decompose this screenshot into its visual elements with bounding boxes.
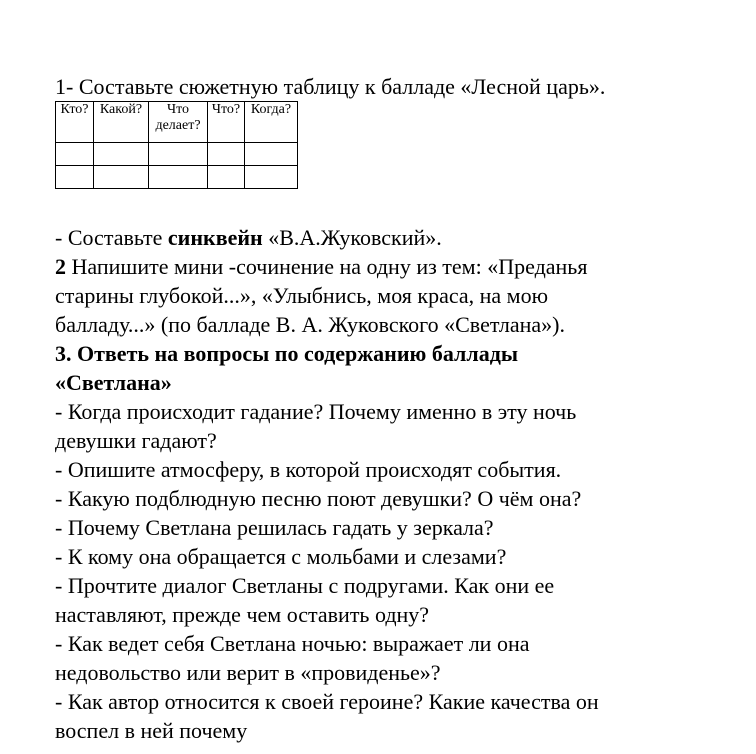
- question-line: наставляют, прежде чем оставить одну?: [55, 602, 430, 627]
- task-2-text: Напишите мини -сочинение на одну из тем: «Преданья: [66, 254, 588, 279]
- table-header-when: Когда?: [245, 102, 298, 143]
- table-row: [56, 143, 298, 166]
- question-line: девушки гадают?: [55, 428, 217, 453]
- table-cell: [149, 166, 208, 189]
- question-line: - Опишите атмосферу, в которой происходят события.: [55, 457, 562, 482]
- table-cell: [56, 143, 94, 166]
- question-line: недовольство или верит в «провиденье»?: [55, 660, 441, 685]
- table-cell: [94, 143, 149, 166]
- table-header-does-what: Что делает?: [149, 102, 208, 143]
- table-row: [56, 166, 298, 189]
- table-cell: [94, 166, 149, 189]
- question-line: воспел в ней почему: [55, 718, 248, 743]
- table-cell: [56, 166, 94, 189]
- task-1-text: 1- Составьте сюжетную таблицу к балладе «Лесной царь».: [55, 74, 606, 99]
- plot-table: [55, 101, 298, 189]
- syncwine-suffix: «В.А.Жуковский».: [262, 225, 442, 250]
- table-cell: [149, 143, 208, 166]
- task-2-line-1: [55, 252, 735, 281]
- question-line: - К кому она обращается с мольбами и слезами?: [55, 544, 507, 569]
- syncwine-bold: синквейн: [167, 225, 263, 250]
- task-3-heading-line-1: 3. Ответь на вопросы по содержанию баллады: [55, 341, 518, 366]
- syncwine-task: [55, 223, 735, 252]
- table-cell: [245, 143, 298, 166]
- table-header-which: Какой?: [94, 102, 149, 143]
- task-2-number: 2: [55, 254, 66, 279]
- question-line: - Как автор относится к своей героине? Какие качества он: [55, 689, 599, 714]
- table-cell: [245, 166, 298, 189]
- task-3-heading-line-2: «Светлана»: [55, 370, 172, 395]
- table-header-row: [56, 102, 298, 143]
- table-cell: [208, 143, 245, 166]
- question-line: - Почему Светлана решилась гадать у зеркала?: [55, 515, 494, 540]
- document-page: [55, 72, 735, 745]
- question-line: - Прочтите диалог Светланы с подругами. Как они ее: [55, 573, 555, 598]
- question-line: - Когда происходит гадание? Почему именно в эту ночь: [55, 399, 577, 424]
- syncwine-prefix: - Составьте: [55, 225, 168, 250]
- table-header-who: Кто?: [56, 102, 94, 143]
- task-2-line-3: балладу...» (по балладе В. А. Жуковского «Светлана»).: [55, 312, 566, 337]
- question-line: - Какую подблюдную песню поют девушки? О чём она?: [55, 486, 582, 511]
- table-header-what: Что?: [208, 102, 245, 143]
- task-2-line-2: старины глубокой...», «Улыбнись, моя краса, на мою: [55, 283, 549, 308]
- question-line: - Как ведет себя Светлана ночью: выражает ли она: [55, 631, 530, 656]
- table-cell: [208, 166, 245, 189]
